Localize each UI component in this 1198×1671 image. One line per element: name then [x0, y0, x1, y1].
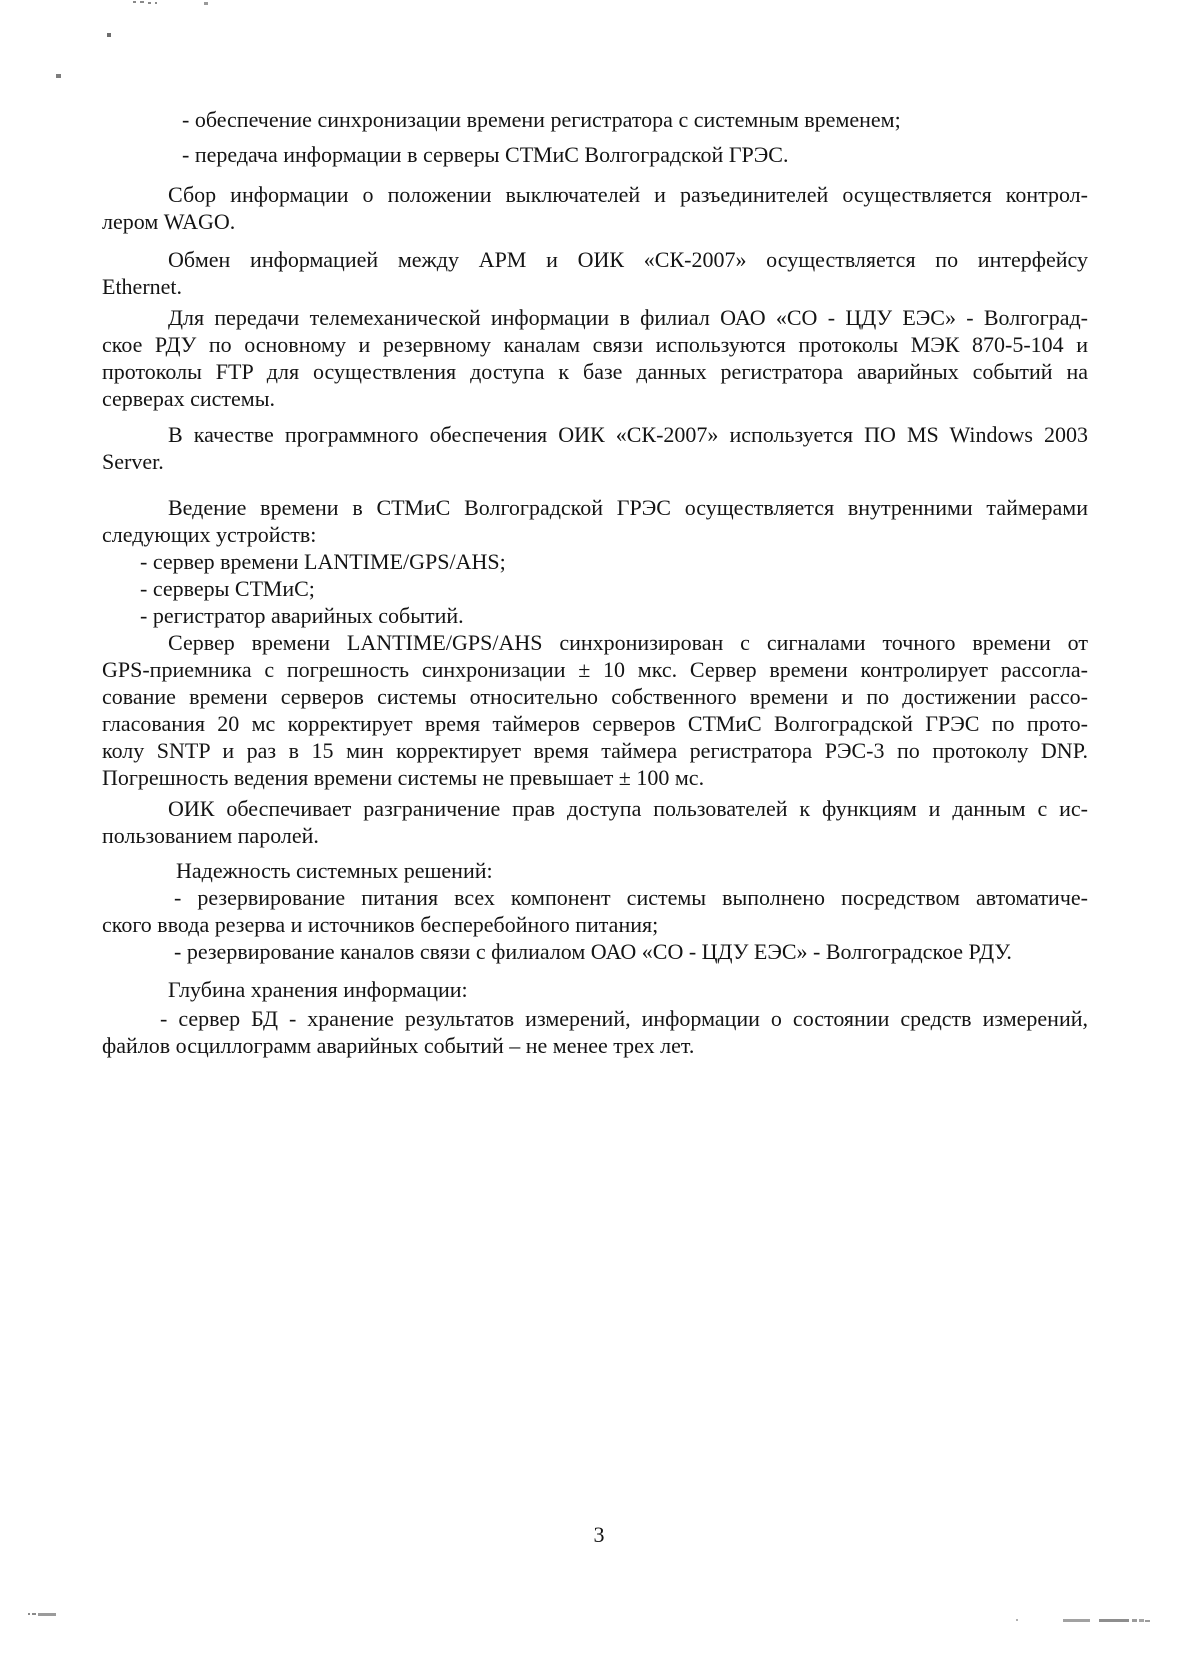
text-line: В качестве программного обеспечения ОИК «СК-2007» используется ПО MS Windows 2003: [168, 422, 1088, 447]
list-item-event-recorder: [102, 602, 1088, 629]
text-line: - обеспечение синхронизации времени регистратора с системным временем;: [182, 107, 901, 132]
text-line: файлов осциллограмм аварийных событий – не менее трех лет.: [102, 1033, 695, 1058]
para-storage-header: [102, 976, 1088, 1003]
scan-artifact: [133, 1, 136, 3]
para-timekeeping-intro: [102, 494, 1088, 548]
scan-artifact: [1016, 1619, 1018, 1621]
text-line: следующих устройств:: [102, 522, 317, 547]
text-line: - регистратор аварийных событий.: [140, 603, 464, 628]
scan-artifact: [204, 2, 208, 5]
para-software: [102, 421, 1088, 475]
page-number: 3: [593, 1522, 605, 1547]
scan-artifact: [155, 2, 157, 4]
para-reliability-header: [102, 857, 1088, 884]
text-line: Погрешность ведения времени системы не превышает ± 100 мс.: [102, 765, 705, 790]
text-line: Ведение времени в СТМиС Волгоградской ГРЭС осуществляется внутренними таймерами: [168, 495, 1088, 520]
text-line: GPS-приемника с погрешность синхронизации ± 10 мкс. Сервер времени контролирует рассогла-: [102, 657, 1088, 682]
document-text-block: [102, 106, 1088, 1059]
text-line: гласования 20 мс корректирует время таймеров серверов СТМиС Волгоградской ГРЭС по прото-: [102, 711, 1088, 736]
scan-artifact: [1063, 1619, 1090, 1622]
text-line: Ethernet.: [102, 274, 183, 299]
scan-artifact: [28, 1613, 30, 1615]
bullet-data-transfer: [102, 141, 1088, 168]
scan-artifact: [38, 1613, 56, 1616]
scan-artifact: [107, 33, 111, 37]
para-arm-oik-exchange: [102, 246, 1088, 300]
text-line: Server.: [102, 449, 164, 474]
scan-artifact: [1145, 1620, 1150, 1622]
text-line: ОИК обеспечивает разграничение прав доступа пользователей к функциям и данным с ис-: [168, 796, 1088, 821]
scan-artifact: [148, 2, 151, 4]
text-line: Сбор информации о положении выключателей и разъединителей осуществляется контрол-: [168, 182, 1088, 207]
para-telemetry-protocols: [102, 304, 1088, 412]
scan-artifact: [56, 74, 61, 78]
scan-artifact: [140, 1, 144, 3]
list-item-stmis-servers: [102, 575, 1088, 602]
text-line: пользованием паролей.: [102, 823, 319, 848]
text-line: протоколы FTP для осуществления доступа к базе данных регистратора аварийных событий на: [102, 359, 1088, 384]
text-line: - сервер времени LANTIME/GPS/AHS;: [140, 549, 506, 574]
list-item-time-server: [102, 548, 1088, 575]
bullet-channel-redundancy: [102, 938, 1088, 965]
text-line: колу SNTP и раз в 15 мин корректирует время таймера регистратора РЭС-3 по протоколу DNP.: [102, 738, 1088, 763]
text-line: ское РДУ по основному и резервному каналам связи используются протоколы МЭК 870-5-104 и: [102, 332, 1088, 357]
text-line: Для передачи телемеханической информации в филиал ОАО «СО - ЦДУ ЕЭС» - Волгоград-: [168, 305, 1088, 330]
text-line: Обмен информацией между АРМ и ОИК «СК-2007» осуществляется по интерфейсу: [168, 247, 1088, 272]
text-line: - сервер БД - хранение результатов измерений, информации о состоянии средств измерений,: [160, 1006, 1088, 1031]
para-access-control: [102, 795, 1088, 849]
text-line: Сервер времени LANTIME/GPS/AHS синхронизирован с сигналами точного времени от: [168, 630, 1088, 655]
para-time-server-sync: [102, 629, 1088, 791]
text-line: ского ввода резерва и источников бесперебойного питания;: [102, 912, 659, 937]
bullet-time-sync: [102, 106, 1088, 133]
scan-artifact: [1132, 1619, 1137, 1622]
text-line: сование времени серверов системы относительно собственного времени и по достижении рассо-: [102, 684, 1088, 709]
bullet-power-redundancy: [102, 884, 1088, 938]
scan-artifact: [1099, 1619, 1129, 1622]
scan-artifact: [32, 1613, 36, 1615]
text-line: лером WAGO.: [102, 209, 236, 234]
text-line: Глубина хранения информации:: [168, 977, 468, 1002]
text-line: Надежность системных решений:: [176, 858, 493, 883]
text-line: - передача информации в серверы СТМиС Волгоградской ГРЭС.: [182, 142, 789, 167]
text-line: - резервирование питания всех компонент системы выполнено посредством автоматиче-: [174, 885, 1088, 910]
para-db-server-storage: [102, 1005, 1088, 1059]
text-line: - резервирование каналов связи с филиалом ОАО «СО - ЦДУ ЕЭС» - Волгоградское РДУ.: [174, 939, 1012, 964]
para-switch-state-collection: [102, 181, 1088, 235]
text-line: - серверы СТМиС;: [140, 576, 315, 601]
scan-artifact: [1139, 1619, 1144, 1622]
text-line: серверах системы.: [102, 386, 275, 411]
